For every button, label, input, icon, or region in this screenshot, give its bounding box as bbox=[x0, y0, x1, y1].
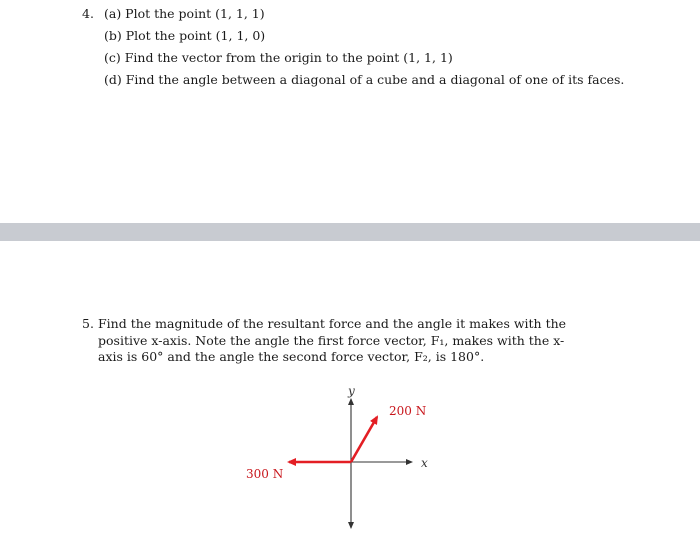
question-4a: (a) Plot the point (1, 1, 1) bbox=[104, 6, 265, 21]
force-2-label: 300 N bbox=[246, 467, 284, 481]
x-axis-label: x bbox=[421, 456, 428, 470]
question-5 bbox=[82, 316, 582, 366]
question-4d: (d) Find the angle between a diagonal of a cube and a diagonal of one of its faces. bbox=[104, 72, 625, 87]
question-5-number: 5. bbox=[82, 316, 94, 331]
question-5-text: Find the magnitude of the resultant force and the angle it makes with the positive x-axis. Note the angle the first force vector, F₁, makes with the x-axis is 60° and the angle the second force vector, F₂, is 180°. bbox=[98, 316, 567, 364]
question-4-number: 4. bbox=[82, 6, 94, 21]
y-axis-label: y bbox=[348, 384, 355, 398]
page-divider bbox=[0, 223, 700, 241]
question-4b: (b) Plot the point (1, 1, 0) bbox=[104, 28, 266, 43]
question-4c: (c) Find the vector from the origin to the point (1, 1, 1) bbox=[104, 50, 453, 65]
force-vector-1 bbox=[351, 417, 377, 462]
force-1-label: 200 N bbox=[389, 404, 427, 418]
